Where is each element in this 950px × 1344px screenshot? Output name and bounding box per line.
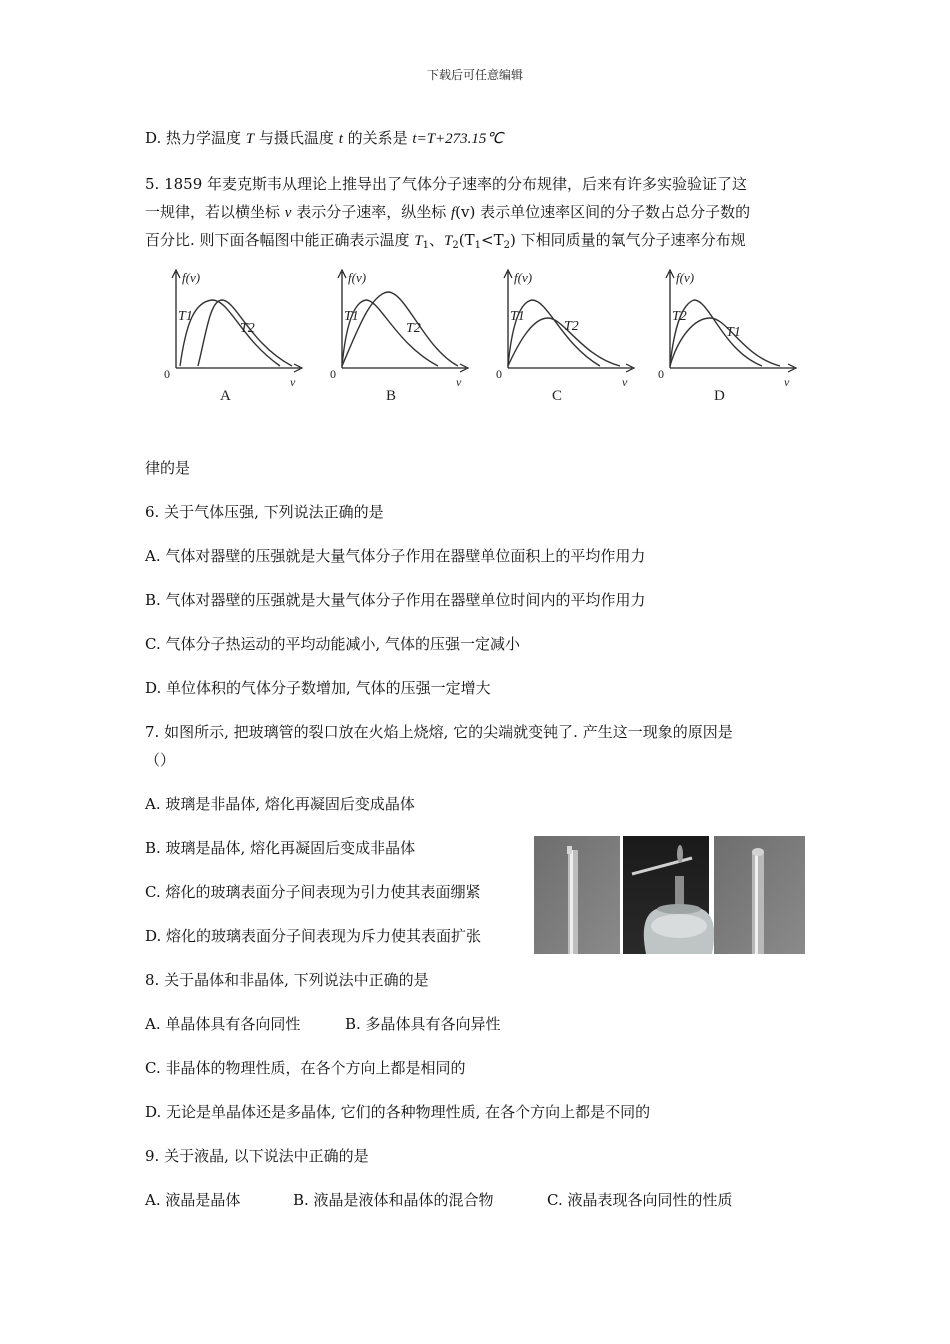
q5-line-4: 律的是 <box>145 459 191 477</box>
q9-option-c: C. 液晶表现各向同性的性质 <box>547 1191 733 1209</box>
q8-stem: 8. 关于晶体和非晶体, 下列说法中正确的是 <box>145 971 429 989</box>
q7-option-d: D. 熔化的玻璃表面分子间表现为斥力使其表面扩张 <box>145 927 482 945</box>
curve-label-left: T1 <box>344 309 359 324</box>
speed-distribution-svg <box>160 264 800 414</box>
origin-label: 0 <box>496 367 502 381</box>
q5-line-2: 一规律，若以横坐标 v 表示分子速率，纵坐标 f(v) 表示单位速率区间的分子数占总分子数的 <box>145 203 751 221</box>
q5-line-3: 百分比. 则下面各幅图中能正确表示温度 $T_1$、$T_2(T_1<T_2)$ 下相同质量的氧气分子速率分布规 <box>145 231 746 251</box>
x-axis-label: v <box>290 375 296 389</box>
curve-label-right: T1 <box>726 325 741 340</box>
distribution-panel-B <box>330 270 468 404</box>
curve-right <box>670 318 780 366</box>
curve-label-right: T2 <box>564 319 579 334</box>
x-axis-label: v <box>456 375 462 389</box>
page-header: 下载后可任意编辑 <box>426 68 523 82</box>
q8-option-a: A. 单晶体具有各向同性 <box>145 1015 301 1033</box>
q9-option-a: A. 液晶是晶体 <box>145 1191 241 1209</box>
x-axis-label: v <box>622 375 628 389</box>
curve-label-left: T2 <box>672 309 687 324</box>
y-axis-label: f(v) <box>514 270 533 285</box>
q9-stem: 9. 关于液晶, 以下说法中正确的是 <box>145 1147 369 1165</box>
distribution-panel-A <box>164 270 302 404</box>
y-axis-label: f(v) <box>348 270 367 285</box>
y-axis-label: f(v) <box>676 270 695 285</box>
curve-label-left: T1 <box>510 309 525 324</box>
q6-option-a: A. 气体对器壁的压强就是大量气体分子作用在器壁单位面积上的平均作用力 <box>145 547 646 565</box>
q6-option-b: B. 气体对器壁的压强就是大量气体分子作用在器壁单位时间内的平均作用力 <box>145 591 646 609</box>
q7-stem-line-2: （） <box>145 751 176 769</box>
curve-label-left: T1 <box>178 309 193 324</box>
panel-letter: A <box>220 388 231 404</box>
distribution-panel-D <box>658 270 796 404</box>
q7-option-a: A. 玻璃是非晶体, 熔化再凝固后变成晶体 <box>145 795 415 813</box>
speed-distribution-figure <box>160 264 800 414</box>
glass-tube-photo <box>534 836 805 954</box>
q6-stem: 6. 关于气体压强, 下列说法正确的是 <box>145 503 384 521</box>
q8-option-d: D. 无论是单晶体还是多晶体, 它们的各种物理性质, 在各个方向上都是不同的 <box>145 1103 651 1121</box>
panel-letter: D <box>714 388 725 404</box>
q8-option-b: B. 多晶体具有各向异性 <box>345 1015 501 1033</box>
q7-option-b: B. 玻璃是晶体, 熔化再凝固后变成非晶体 <box>145 839 416 857</box>
curve-label-right: T2 <box>406 321 421 336</box>
q9-option-b: B. 液晶是液体和晶体的混合物 <box>293 1191 494 1209</box>
x-axis-label: v <box>784 375 790 389</box>
q7-option-c: C. 熔化的玻璃表面分子间表现为引力使其表面绷紧 <box>145 883 481 901</box>
origin-label: 0 <box>164 367 170 381</box>
curve-label-right: T2 <box>240 321 255 336</box>
q6-option-c: C. 气体分子热运动的平均动能减小, 气体的压强一定减小 <box>145 635 521 653</box>
panel-letter: B <box>386 388 397 404</box>
q8-option-c: C. 非晶体的物理性质，在各个方向上都是相同的 <box>145 1059 466 1077</box>
q7-stem-line-1: 7. 如图所示, 把玻璃管的裂口放在火焰上烧熔, 它的尖端就变钝了. 产生这一现象的原因是 <box>145 723 733 741</box>
q6-option-d: D. 单位体积的气体分子数增加, 气体的压强一定增大 <box>145 679 491 697</box>
curve-left <box>180 300 280 366</box>
y-axis-label: f(v) <box>182 270 201 285</box>
distribution-panel-C <box>496 270 634 404</box>
origin-label: 0 <box>330 367 336 381</box>
panel-letter: C <box>552 388 563 404</box>
q4-option-d: D. 热力学温度 T 与摄氏温度 t 的关系是 t=T+273.15℃ <box>145 129 504 147</box>
q5-line-1: 5. 1859 年麦克斯韦从理论上推导出了气体分子速率的分布规律，后来有许多实验验证了这 <box>145 175 748 193</box>
origin-label: 0 <box>658 367 664 381</box>
